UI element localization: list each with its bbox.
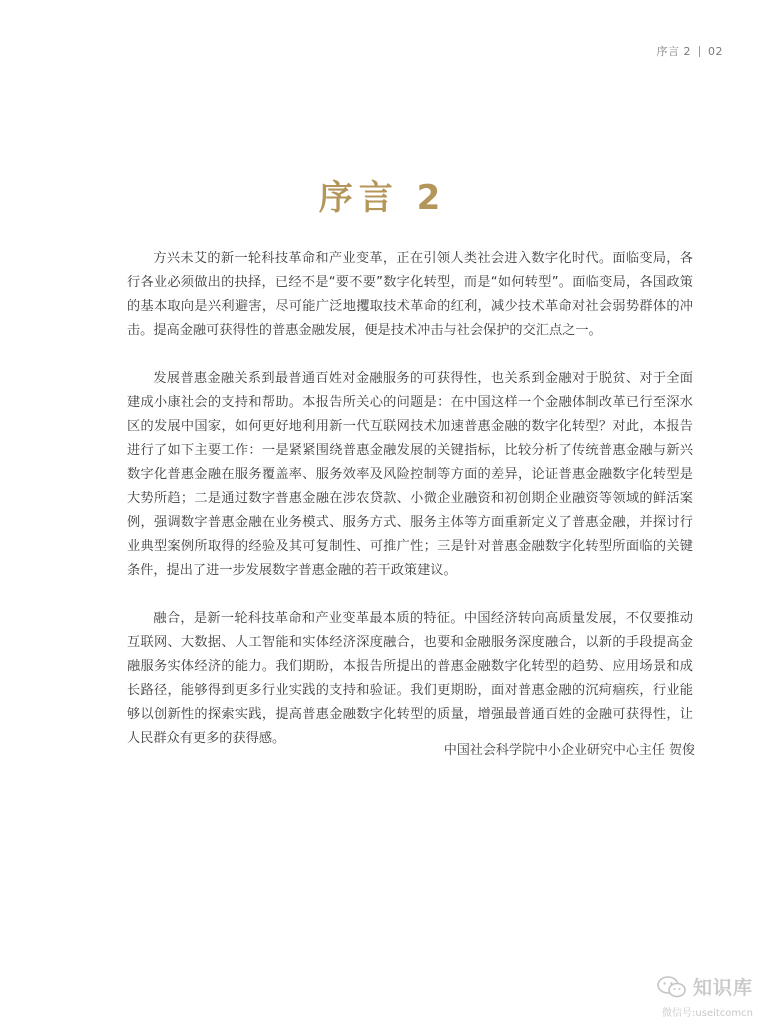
paragraph-3: 融合，是新一轮科技革命和产业变革最本质的特征。中国经济转向高质量发展，不仅要推动互联网、大数据、人工智能和实体经济深度融合，也要和金融服务深度融合，以新的手段提高金融服务实体经济的能力。我们期盼，本报告所提出的普惠金融数字化转型的趋势、应用场景和成长路径，能够得到更多行业实践的支持和验证。我们更期盼，面对普惠金融的沉疴痼疾，行业能够以创新性的探索实践，提高普惠金融数字化转型的质量，增强最普通百姓的金融可获得性，让人民群众有更多的获得感。 bbox=[127, 611, 693, 746]
watermark bbox=[623, 973, 753, 1019]
page-title: 序言 2 bbox=[318, 178, 447, 218]
signature: 中国社会科学院中小企业研究中心主任 贺俊 bbox=[443, 743, 695, 758]
watermark-name: 知识库 bbox=[692, 977, 753, 999]
header-section: 序言 2 bbox=[656, 45, 691, 58]
header-page-number: 02 bbox=[708, 44, 723, 58]
watermark-account: 微信号:useitcomcn bbox=[662, 1008, 753, 1019]
preface-body bbox=[127, 247, 693, 775]
paragraph-1: 方兴未艾的新一轮科技革命和产业变革，正在引领人类社会进入数字化时代。面临变局，各行各业必须做出的抉择，已经不是“要不要”数字化转型，而是“如何转型”。面临变局，各国政策的基本取向是兴利避害，尽可能广泛地攫取技术革命的红利，减少技术革命对社会弱势群体的冲击。提高金融可获得性的普惠金融发展，便是技术冲击与社会保护的交汇点之一。 bbox=[127, 251, 693, 338]
paragraph-2: 发展普惠金融关系到最普通百姓对金融服务的可获得性，也关系到金融对于脱贫、对于全面建成小康社会的支持和帮助。本报告所关心的问题是：在中国这样一个金融体制改革已行至深水区的发展中国家，如何更好地利用新一代互联网技术加速普惠金融的数字化转型？对此，本报告进行了如下主要工作：一是紧紧围绕普惠金融发展的关键指标，比较分析了传统普惠金融与新兴数字化普惠金融在服务覆盖率、服务效率及风险控制等方面的差异，论证普惠金融数字化转型是大势所趋；二是通过数字普惠金融在涉农贷款、小微企业融资和初创期企业融资等领域的鲜活案例，强调数字普惠金融在业务模式、服务方式、服务主体等方面重新定义了普惠金融，并探讨行业典型案例所取得的经验及其可复制性、可推广性；三是针对普惠金融数字化转型所面临的关键条件，提出了进一步发展数字普惠金融的若干政策建议。 bbox=[127, 371, 693, 578]
page-header bbox=[657, 43, 724, 59]
header-divider bbox=[699, 46, 700, 57]
wechat-icon bbox=[657, 976, 687, 998]
